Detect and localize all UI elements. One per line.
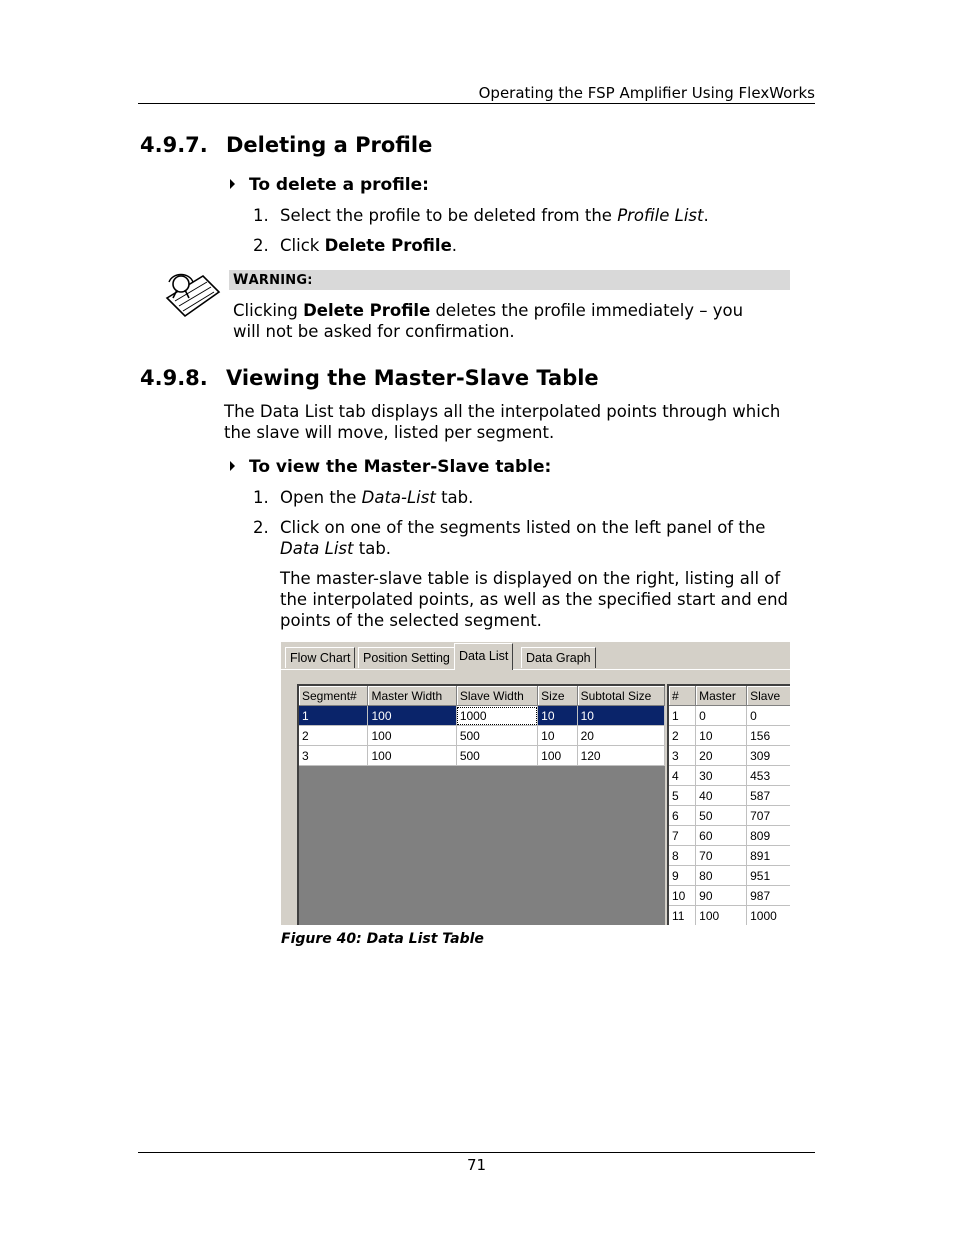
table-cell[interactable]: 2 xyxy=(299,726,368,746)
warning-label-initial: W xyxy=(233,272,249,288)
table-cell[interactable]: 987 xyxy=(747,886,790,906)
table-cell[interactable]: 90 xyxy=(696,886,747,906)
section-heading-497 xyxy=(140,133,432,157)
table-cell[interactable]: 1 xyxy=(299,706,368,726)
warning-line-2: will not be asked for confirmation. xyxy=(233,322,515,341)
step-item xyxy=(253,205,709,226)
table-cell[interactable]: 9 xyxy=(669,866,696,886)
running-header: Operating the FSP Amplifier Using FlexWorks xyxy=(478,84,815,102)
tab-data-graph[interactable]: Data Graph xyxy=(521,647,596,668)
step-bold: Delete Profile xyxy=(324,236,452,255)
step-text-end: tab. xyxy=(353,539,392,558)
footer-rule xyxy=(138,1152,815,1153)
table-row[interactable] xyxy=(669,746,790,766)
warning-label xyxy=(233,272,313,288)
column-header[interactable]: Segment# xyxy=(299,686,368,706)
procedure-heading-delete xyxy=(230,175,429,195)
table-cell[interactable]: 500 xyxy=(456,746,537,766)
step-number: 1. xyxy=(253,206,269,225)
table-cell[interactable]: 60 xyxy=(696,826,747,846)
result-line-1: The master-slave table is displayed on the right, listing all of xyxy=(280,569,781,588)
table-cell[interactable]: 1 xyxy=(669,706,696,726)
table-row[interactable] xyxy=(299,746,665,766)
step-text: Click xyxy=(280,236,325,255)
tab-position-setting[interactable]: Position Setting xyxy=(358,647,455,668)
column-header[interactable]: # xyxy=(669,686,696,706)
table-cell[interactable]: 20 xyxy=(577,726,664,746)
table-cell[interactable]: 0 xyxy=(747,706,790,726)
figure-caption: Figure 40: Data List Table xyxy=(281,931,484,947)
table-cell[interactable]: 100 xyxy=(368,706,456,726)
table-row[interactable] xyxy=(669,906,790,926)
table-cell[interactable]: 10 xyxy=(696,726,747,746)
table-cell[interactable]: 10 xyxy=(538,726,577,746)
table-cell[interactable]: 891 xyxy=(747,846,790,866)
step-text: Open the xyxy=(280,488,362,507)
step-item xyxy=(253,487,473,508)
table-header-row xyxy=(299,686,665,706)
step-emphasis: Data List xyxy=(280,539,354,558)
table-row[interactable] xyxy=(669,846,790,866)
table-row[interactable] xyxy=(669,726,790,746)
section-number: 4.9.8. xyxy=(140,366,208,390)
table-row-selected[interactable] xyxy=(299,706,665,726)
table-cell[interactable]: 500 xyxy=(456,726,537,746)
table-cell[interactable]: 10 xyxy=(669,886,696,906)
table-cell[interactable]: 20 xyxy=(696,746,747,766)
table-cell[interactable]: 453 xyxy=(747,766,790,786)
table-cell[interactable]: 11 xyxy=(669,906,696,926)
points-table xyxy=(669,686,790,925)
procedure-title: To delete a profile: xyxy=(249,175,429,195)
table-row[interactable] xyxy=(669,766,790,786)
section-title: Deleting a Profile xyxy=(226,133,433,157)
table-cell[interactable]: 3 xyxy=(299,746,368,766)
table-cell[interactable]: 70 xyxy=(696,846,747,866)
segments-table xyxy=(299,686,665,766)
tab-flow-chart[interactable]: Flow Chart xyxy=(285,647,355,668)
table-cell[interactable]: 5 xyxy=(669,786,696,806)
column-header[interactable]: Slave xyxy=(747,686,790,706)
table-cell[interactable]: 2 xyxy=(669,726,696,746)
table-header-row xyxy=(669,686,790,706)
warning-note-icon xyxy=(163,268,225,320)
table-cell[interactable]: 100 xyxy=(368,726,456,746)
tab-data-list[interactable]: Data List xyxy=(454,643,513,670)
step-emphasis: Profile List xyxy=(617,206,704,225)
warning-text: Clicking xyxy=(233,301,304,320)
table-cell[interactable]: 0 xyxy=(696,706,747,726)
warning-bar xyxy=(229,270,790,290)
step-number: 2. xyxy=(253,518,269,537)
table-row[interactable] xyxy=(669,786,790,806)
intro-line-2: the slave will move, listed per segment. xyxy=(224,423,555,442)
table-cell[interactable]: 707 xyxy=(747,806,790,826)
table-row[interactable] xyxy=(299,726,665,746)
step-number: 2. xyxy=(253,236,269,255)
table-cell[interactable]: 40 xyxy=(696,786,747,806)
table-cell[interactable]: 8 xyxy=(669,846,696,866)
table-cell[interactable]: 309 xyxy=(747,746,790,766)
result-line-3: points of the selected segment. xyxy=(280,611,542,630)
table-cell[interactable]: 100 xyxy=(696,906,747,926)
points-grid[interactable] xyxy=(667,684,790,925)
table-row[interactable] xyxy=(669,886,790,906)
step-text-end: . xyxy=(451,236,458,255)
table-cell[interactable]: 1000 xyxy=(747,906,790,926)
table-cell[interactable]: 80 xyxy=(696,866,747,886)
section-title: Viewing the Master-Slave Table xyxy=(226,366,599,390)
data-list-screenshot xyxy=(281,642,790,925)
section-number: 4.9.7. xyxy=(140,133,208,157)
step-text: Click on one of the segments listed on the left panel of the xyxy=(280,518,766,537)
table-row[interactable] xyxy=(669,826,790,846)
step-emphasis: Data-List xyxy=(361,488,436,507)
warning-bold: Delete Profile xyxy=(303,301,431,320)
table-cell[interactable]: 100 xyxy=(538,746,577,766)
table-cell[interactable]: 3 xyxy=(669,746,696,766)
triangle-bullet-icon xyxy=(230,461,235,471)
column-header[interactable]: Master Width xyxy=(368,686,456,706)
procedure-heading-view xyxy=(230,457,551,477)
result-line-2: the interpolated points, as well as the specified start and end xyxy=(280,590,789,609)
triangle-bullet-icon xyxy=(230,179,235,189)
table-cell[interactable]: 6 xyxy=(669,806,696,826)
step-text-end: tab. xyxy=(435,488,474,507)
step-number: 1. xyxy=(253,488,269,507)
table-cell-focused[interactable]: 1000 xyxy=(456,706,537,726)
table-cell[interactable]: 100 xyxy=(368,746,456,766)
table-cell[interactable]: 809 xyxy=(747,826,790,846)
step-text: Select the profile to be deleted from the xyxy=(280,206,618,225)
table-cell[interactable]: 587 xyxy=(747,786,790,806)
intro-line-1: The Data List tab displays all the interpolated points through which xyxy=(224,402,781,421)
header-rule xyxy=(138,103,815,104)
warning-text-end: deletes the profile immediately – you xyxy=(430,301,744,320)
column-header[interactable]: Size xyxy=(538,686,577,706)
column-header[interactable]: Master xyxy=(696,686,747,706)
section-heading-498 xyxy=(140,366,599,390)
table-cell[interactable]: 951 xyxy=(747,866,790,886)
page-number: 71 xyxy=(466,1156,487,1174)
table-cell[interactable]: 10 xyxy=(577,706,664,726)
step-item xyxy=(253,235,457,256)
column-header[interactable]: Subtotal Size xyxy=(577,686,664,706)
warning-label-rest: ARNING: xyxy=(248,273,313,288)
table-cell[interactable]: 120 xyxy=(577,746,664,766)
column-header[interactable]: Slave Width xyxy=(456,686,537,706)
warning-line-1 xyxy=(233,300,743,321)
table-row[interactable] xyxy=(669,806,790,826)
tab-baseline xyxy=(281,669,790,670)
table-row[interactable] xyxy=(669,706,790,726)
step-item xyxy=(253,517,765,538)
table-cell[interactable]: 156 xyxy=(747,726,790,746)
table-cell[interactable]: 7 xyxy=(669,826,696,846)
table-cell[interactable]: 4 xyxy=(669,766,696,786)
procedure-title: To view the Master-Slave table: xyxy=(249,457,552,477)
table-cell[interactable]: 30 xyxy=(696,766,747,786)
table-cell[interactable]: 10 xyxy=(538,706,577,726)
step-text-end: . xyxy=(703,206,709,225)
segments-grid[interactable] xyxy=(297,684,665,925)
table-row[interactable] xyxy=(669,866,790,886)
step-continuation xyxy=(280,538,391,559)
table-cell[interactable]: 50 xyxy=(696,806,747,826)
tab-strip xyxy=(281,642,790,670)
